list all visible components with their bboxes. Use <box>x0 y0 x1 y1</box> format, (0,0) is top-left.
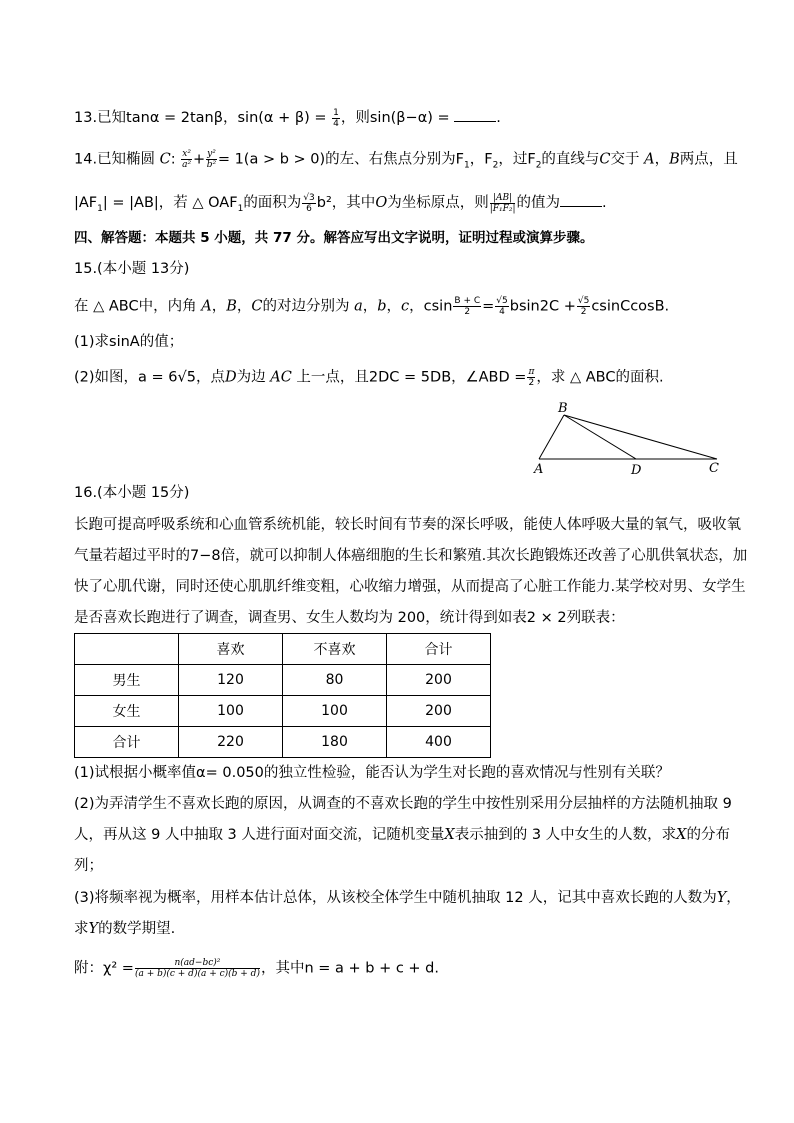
q15-frac-s4-den: 4 <box>499 307 505 317</box>
segment-bd <box>564 415 636 459</box>
q16-text-p2b3: 的分布 <box>686 827 730 843</box>
segment-bc <box>564 415 717 459</box>
q14-frac-y-num: y² <box>207 149 216 159</box>
q14-frac-y-den: b² <box>206 160 217 170</box>
q15-var-la: a <box>354 298 363 315</box>
label-d: D <box>631 463 642 478</box>
q14-text-l2c: 的面积为 <box>243 195 302 211</box>
q15-frac-pi <box>527 367 535 388</box>
q14-text-a3: = 1(a > b > 0)的左、右焦点分别为F <box>217 151 465 168</box>
chi-square-den: (a + b)(c + d)(a + c)(b + d) <box>134 969 260 979</box>
q15-text-l1c: csin <box>423 298 453 315</box>
question-16-part-2-line-3: 列； <box>74 858 103 874</box>
table-header-cell: 不喜欢 <box>283 634 387 665</box>
label-a: A <box>534 462 544 477</box>
question-13: 13.已知tanα = 2tanβ，sin(α + β) = $\frac{1}{4}$ ，则sin(β−α) = . <box>74 107 501 129</box>
table-cell: 80 <box>283 665 387 696</box>
q14-colon: : <box>170 151 176 168</box>
q14-var-b: B <box>669 151 680 168</box>
q16-var-x: X <box>444 827 455 843</box>
q14-var-c2: C <box>599 151 611 168</box>
table-cell: 女生 <box>75 696 179 727</box>
q15-frac-pi-num: π <box>528 367 535 377</box>
section-4-heading: 四、解答题：本题共 5 小题，共 77 分。解答应写出文字说明，证明过程或演算步骤。 <box>74 230 594 246</box>
segment-ab <box>539 415 564 459</box>
q16-text-p3a2: ， <box>726 890 741 906</box>
q14-text-a5: ，过F <box>498 151 536 168</box>
q14-var-o: O <box>375 195 388 211</box>
table-header-row <box>75 634 491 665</box>
question-16-part-3-line-1 <box>74 888 741 908</box>
q14-text-a7: 交于 <box>610 151 640 168</box>
q16-text-p3a1: (3)将频率视为概率，用样本估计总体，从该校全体学生中随机抽取 12 人，记其中喜欢长跑的人数为 <box>74 890 717 906</box>
q14-var-a: A <box>644 151 655 168</box>
triangle-figure <box>526 398 726 478</box>
q16-formula-line <box>74 958 439 979</box>
q14-text-l2e: 为坐标原点，则 <box>387 195 489 211</box>
table-row <box>75 665 491 696</box>
question-14-line-1: 14.已知椭圆 C: $\frac{\text{x²}}{\text{a²}}$ + $\frac{\text{y²}}{\text{b²}}$ = 1(a > b > 0)的左、右焦点分别为$F_1$，$F_2$，过$F_2$的直线与C交于 A，B两点，且 <box>74 149 738 171</box>
label-c: C <box>709 461 719 476</box>
q13-number: 13. <box>74 110 98 126</box>
q15-frac-pi-den: 2 <box>528 378 535 388</box>
q16-paragraph-line-2: 气量若超过平时的7−8倍，就可以抑制人体癌细胞的生长和繁殖.其次长跑锻炼还改善了心肌供氧状态，加 <box>74 548 748 564</box>
table-cell: 100 <box>179 696 283 727</box>
question-16-heading: 16.(本小题 15分) <box>74 485 190 501</box>
q15-text-p2c: 上一点，且2DC = 5DB，∠ABD = <box>296 369 527 386</box>
q16-text-p3b1: 求 <box>74 921 89 937</box>
table-row <box>75 727 491 758</box>
chi-square-fraction <box>135 958 260 979</box>
q15-text-p2b: 为边 <box>236 369 266 386</box>
q14-text-l2f: 的值为 <box>516 195 560 211</box>
q14-frac-x <box>181 149 192 170</box>
q14-var-c: C <box>159 151 171 168</box>
q15-var-lb: b <box>377 298 387 315</box>
table-cell: 400 <box>387 727 491 758</box>
q15-eq: = <box>482 298 495 315</box>
q14-text-a6: 的直线与 <box>541 151 600 168</box>
q16-formula-a: 附：χ² = <box>74 960 134 977</box>
q15-var-b: B <box>226 298 237 315</box>
q15-frac-s2-den: 2 <box>580 307 587 317</box>
q14-frac-area-num: √3 <box>303 192 315 203</box>
table-cell: 180 <box>283 727 387 758</box>
q13-frac-den: 4 <box>333 118 339 129</box>
q16-formula-b: ，其中n = a + b + c + d. <box>260 960 439 977</box>
q15-var-lc: c <box>401 298 410 315</box>
question-16-part-3-line-2 <box>74 919 175 939</box>
table-cell: 220 <box>179 727 283 758</box>
q15-frac-s2-num: √5 <box>577 296 590 306</box>
q15-comma-2: ， <box>236 298 252 315</box>
q15-text-l1a: 在 △ ABC中，内角 <box>74 298 197 315</box>
question-14-line-2: $|AF_1| = |AB|$，若 △ $OAF_1$的面积为 $\frac{√3}{6}$ b²，其中O为坐标原点，则 $\frac{|AB|}{\text{|F₁F₂|}}$ 的值为 . <box>74 192 607 214</box>
question-15-part-2 <box>74 367 664 388</box>
table-cell: 男生 <box>75 665 179 696</box>
q16-text-p3b2: 的数学期望. <box>98 921 176 937</box>
q14-frac-ratio <box>490 193 516 214</box>
table-cell: 100 <box>283 696 387 727</box>
q15-var-ac: AC <box>270 369 292 386</box>
q16-paragraph-line-1: 长跑可提高呼吸系统和心血管系统机能，较长时间有节奏的深长呼吸，能使人体呼吸大量的氧气，吸收氧 <box>74 517 741 533</box>
q15-frac-s4-num: √5 <box>496 296 508 306</box>
table-cell: 200 <box>387 696 491 727</box>
q15-frac-s2 <box>577 296 590 317</box>
q16-paragraph-line-3: 快了心肌代谢，同时还使心肌肌纤维变粗，心收缩力增强，从而提高了心脏工作能力.某学校对男、女学生 <box>74 579 746 595</box>
q15-text-l1b: 的对边分别为 <box>262 298 350 315</box>
q14-sep: ， <box>654 151 670 168</box>
q15-comma-1: ， <box>211 298 227 315</box>
q15-var-a: A <box>201 298 212 315</box>
question-15-line-1: 在 △ ABC中，内角 A，B，C的对边分别为 a，b，c，csin $\frac{B + C}{2}$ = $\frac{√5}{4}$ bsin2C + $\frac{√5}{2}$ csinCcosB. <box>74 296 670 317</box>
q13-frac-num: 1 <box>333 107 339 118</box>
q14-frac-x-den: a² <box>182 160 192 170</box>
table-cell: 200 <box>387 665 491 696</box>
contingency-table <box>74 633 491 758</box>
table-header-cell: 合计 <box>387 634 491 665</box>
table-header-cell: 喜欢 <box>179 634 283 665</box>
q15-comma-3: ， <box>409 298 424 315</box>
q15-frac-bc-num: B + C <box>454 296 481 306</box>
q16-paragraph-line-4: 是否喜欢长跑进行了调查，调查男、女生人数均为 200，统计得到如表2 × 2列联表： <box>74 610 625 626</box>
q15-frac-bc-den: 2 <box>464 307 471 317</box>
q15-text-l1e: csinCcosB. <box>591 298 670 315</box>
table-cell: 120 <box>179 665 283 696</box>
chi-square-num: n(ad−bc)² <box>135 958 260 969</box>
question-15-part-1: (1)求sinA的值； <box>74 334 184 350</box>
q14-text-a8: 两点，且 <box>679 151 738 168</box>
q15-var-c: C <box>251 298 263 315</box>
q13-text-a: 已知tanα = 2tanβ，sin(α + β) = <box>97 110 327 126</box>
q14-frac-ratio-num: |AB| <box>490 193 516 204</box>
q16-var-y2: Y <box>88 921 99 937</box>
q15-text-l1d: bsin2C + <box>509 298 576 315</box>
q15-frac-s4 <box>495 296 508 317</box>
q14-frac-y <box>206 149 217 170</box>
table-header-cell <box>75 634 179 665</box>
q14-frac-area <box>302 193 315 214</box>
q15-frac-bc <box>453 296 481 317</box>
q14-text-a4: ，F <box>469 151 493 168</box>
question-16-part-2-line-2 <box>74 825 730 845</box>
question-16-part-1: (1)试根据小概率值α= 0.050的独立性检验，能否认为学生对长跑的喜欢情况与性别有关联？ <box>74 765 670 781</box>
q14-text-l2d: b²，其中 <box>316 195 376 211</box>
q16-text-p2b2: 表示抽到的 3 人中女生的人数，求 <box>454 827 677 843</box>
q14-text-a1: 已知椭圆 <box>97 151 156 168</box>
question-16-part-2-line-1: (2)为弄清学生不喜欢长跑的原因，从调查的不喜欢长跑的学生中按性别采用分层抽样的方法随机抽取 9 <box>74 796 732 812</box>
table-row <box>75 696 491 727</box>
q14-frac-x-num: x² <box>182 149 191 159</box>
q13-text-b: ，则sin(β−α) = <box>340 110 450 126</box>
q15-var-d: D <box>224 369 237 386</box>
q14-number: 14. <box>74 151 98 168</box>
label-b: B <box>558 401 568 416</box>
q16-text-p2b1: 人，再从这 9 人中抽取 3 人进行面对面交流，记随机变量 <box>74 827 445 843</box>
q15-text-p2a: (2)如图，a = 6√5，点 <box>74 369 225 386</box>
q14-frac-ratio-den: |F₁F₂| <box>489 203 516 214</box>
table-cell: 合计 <box>75 727 179 758</box>
q14-frac-area-den: 6 <box>306 203 312 214</box>
q14-text-l2a: |AF <box>74 195 98 211</box>
q13-answer-blank <box>454 107 496 122</box>
q14-text-l2b: | = |AB|，若 △ OAF <box>102 195 238 211</box>
q16-var-y: Y <box>716 890 727 906</box>
q16-var-x2: X <box>676 827 687 843</box>
q15-text-p2d: ，求 △ ABC的面积. <box>536 369 664 386</box>
question-15-heading: 15.(本小题 13分) <box>74 261 190 277</box>
q13-fraction <box>332 108 340 129</box>
q14-answer-blank <box>560 192 602 207</box>
